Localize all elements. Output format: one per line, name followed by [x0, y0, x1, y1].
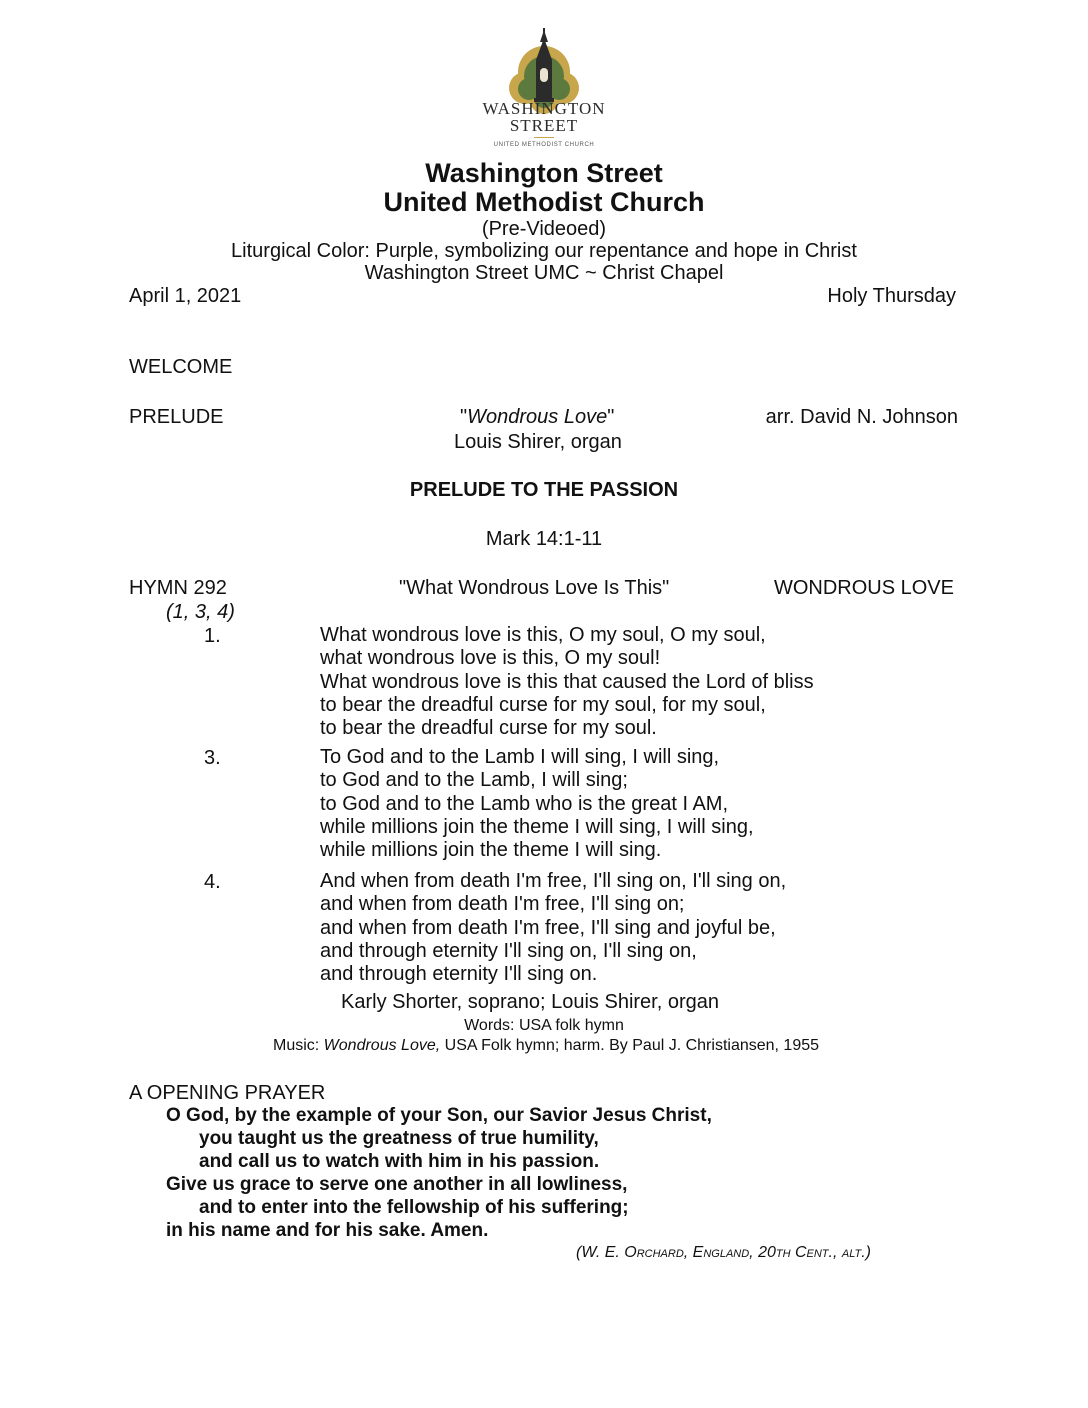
service-day: Holy Thursday	[827, 285, 956, 307]
hymn-verses-sung: (1, 3, 4)	[166, 601, 235, 623]
lyric-line: and when from death I'm free, I'll sing and joyful be,	[320, 916, 776, 939]
hymn-tune: WONDROUS LOVE	[773, 577, 954, 599]
prelude-performer: Louis Shirer, organ	[454, 431, 622, 453]
hymn-words-credit: Words: USA folk hymn	[464, 1017, 624, 1034]
page-title-line2: United Methodist Church	[383, 187, 705, 217]
verse-number: 3.	[204, 747, 221, 769]
verse-number: 4.	[204, 871, 221, 893]
prelude-label: PRELUDE	[129, 406, 224, 428]
hymn-label: HYMN 292	[129, 577, 227, 599]
verse-number: 1.	[204, 625, 221, 647]
passion-heading: PRELUDE TO THE PASSION	[409, 479, 679, 501]
prayer-line: in his name and for his sake. Amen.	[166, 1220, 489, 1241]
lyric-line: to bear the dreadful curse for my soul, for my soul,	[320, 693, 766, 716]
scripture-reference: Mark 14:1-11	[485, 528, 603, 550]
prayer-line: Give us grace to serve one another in all lowliness,	[166, 1174, 628, 1195]
opening-prayer-heading: A OPENING PRAYER	[129, 1082, 326, 1104]
logo-subtitle: UNITED METHODIST CHURCH	[493, 142, 595, 148]
hymn-music-credit: Music: Wondrous Love, USA Folk hymn; harm. By Paul J. Christiansen, 1955	[273, 1037, 820, 1054]
hymn-performers: Karly Shorter, soprano; Louis Shirer, organ	[341, 991, 719, 1013]
welcome-heading: WELCOME	[129, 356, 233, 378]
prayer-attribution: (W. E. Orchard, England, 20th Cent., alt.)	[575, 1244, 871, 1261]
prayer-line: you taught us the greatness of true humility,	[199, 1128, 599, 1149]
verse-lines	[320, 624, 814, 740]
lyric-line: to God and to the Lamb, I will sing;	[320, 769, 628, 792]
logo-divider	[534, 137, 554, 138]
lyric-line: And when from death I'm free, I'll sing on, I'll sing on,	[320, 870, 787, 892]
page-title-line1: Washington Street	[425, 158, 663, 188]
church-logo	[470, 28, 618, 153]
logo-wordmark-line1: WASHINGTON	[482, 99, 606, 118]
lyric-line: and through eternity I'll sing on, I'll sing on,	[320, 939, 697, 962]
liturgical-color: Liturgical Color: Purple, symbolizing our repentance and hope in Christ	[231, 240, 857, 262]
lyric-line: while millions join the theme I will sing.	[320, 839, 662, 862]
logo-wordmark-line2: STREET	[509, 116, 579, 135]
verse-lines	[320, 870, 786, 986]
service-location: Washington Street UMC ~ Christ Chapel	[364, 262, 724, 284]
prayer-line: O God, by the example of your Son, our Savior Jesus Christ,	[166, 1105, 712, 1126]
lyric-line: and when from death I'm free, I'll sing on;	[320, 893, 685, 916]
lyric-line: and through eternity I'll sing on.	[320, 963, 598, 986]
prelude-title: "Wondrous Love"	[460, 406, 615, 428]
lyric-line: To God and to the Lamb I will sing, I will sing,	[320, 746, 720, 768]
verse-lines	[320, 746, 754, 862]
prayer-line: and to enter into the fellowship of his suffering;	[199, 1197, 629, 1218]
service-date: April 1, 2021	[129, 285, 242, 307]
prayer-line: and call us to watch with him in his passion.	[199, 1151, 600, 1172]
prelude-arranger: arr. David N. Johnson	[765, 406, 958, 428]
lyric-line: to God and to the Lamb who is the great I AM,	[320, 792, 729, 815]
lyric-line: What wondrous love is this that caused the Lord of bliss	[320, 670, 814, 693]
hymn-title: "What Wondrous Love Is This"	[399, 577, 670, 599]
lyric-line: What wondrous love is this, O my soul, O my soul,	[320, 624, 766, 646]
lyric-line: while millions join the theme I will sing, I will sing,	[320, 815, 754, 838]
pre-videoed-note: (Pre-Videoed)	[481, 218, 607, 240]
lyric-line: to bear the dreadful curse for my soul.	[320, 717, 657, 740]
lyric-line: what wondrous love is this, O my soul!	[320, 647, 661, 670]
